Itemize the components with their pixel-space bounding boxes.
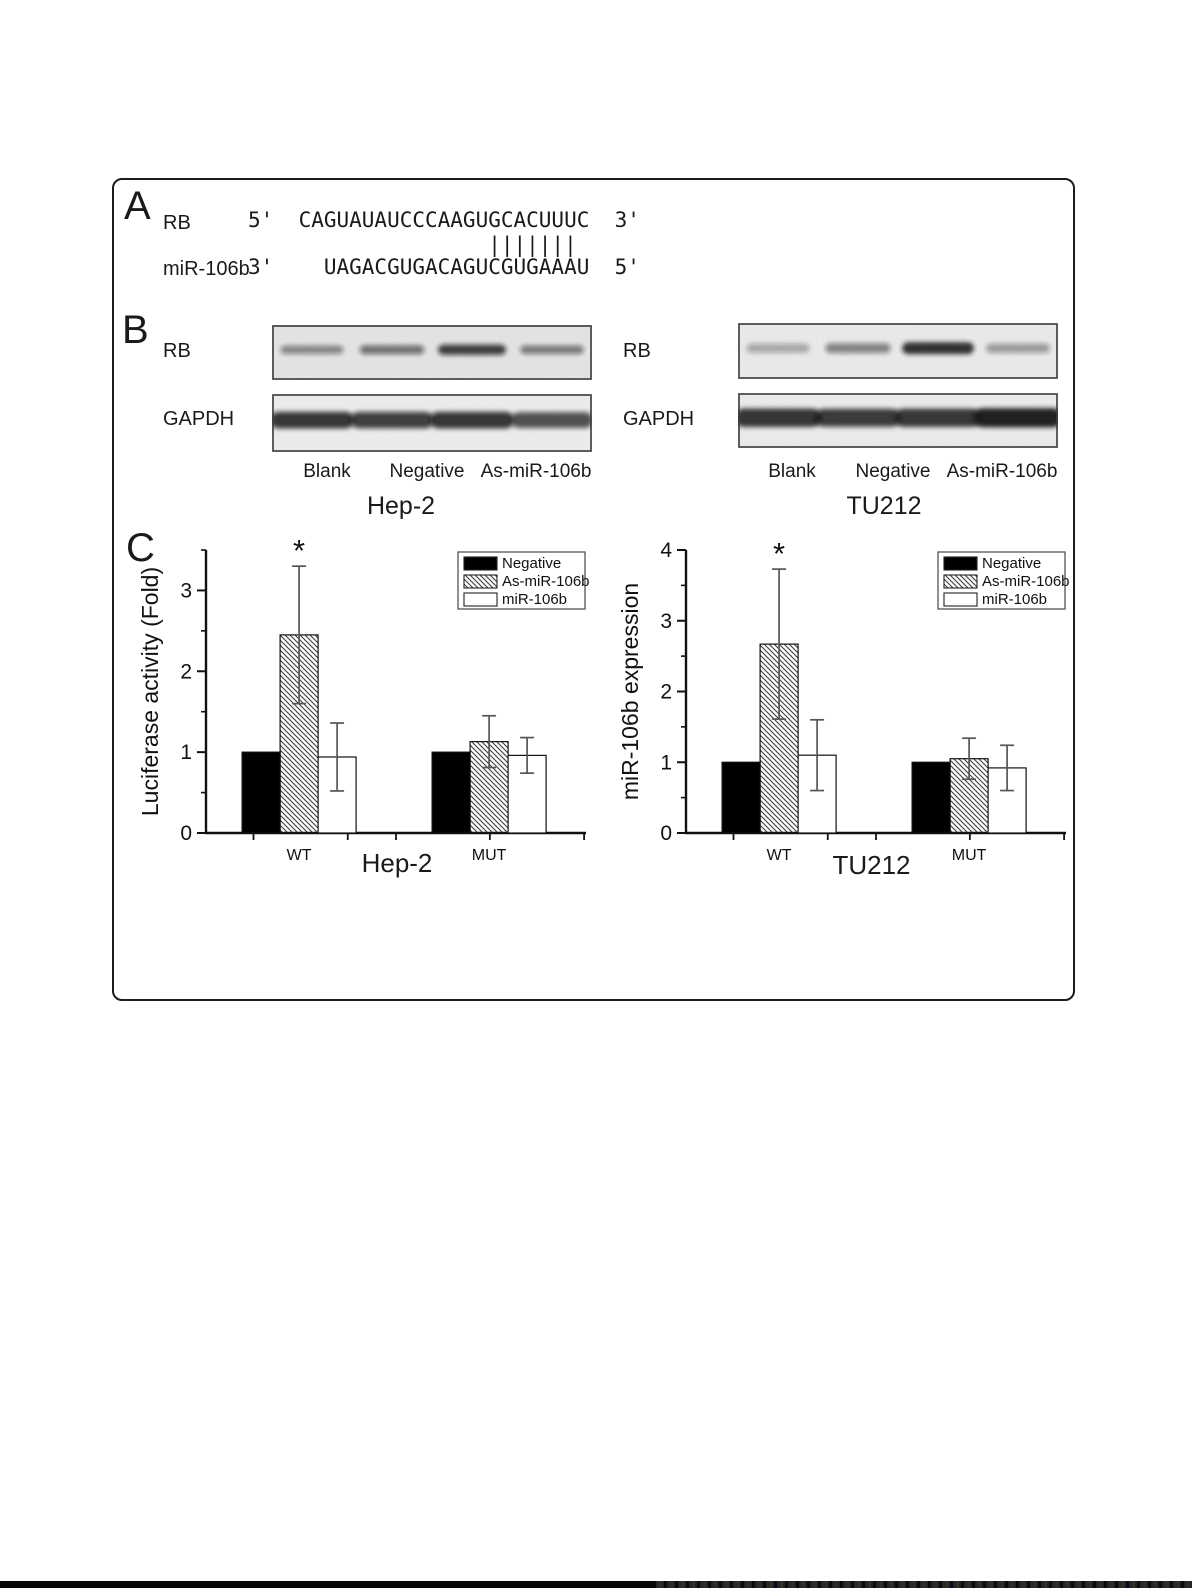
svg-text:MUT: MUT xyxy=(951,847,987,864)
svg-text:Luciferase activity (Fold): Luciferase activity (Fold) xyxy=(137,566,163,817)
western-blot-gapdh-tu212 xyxy=(738,393,1058,448)
svg-text:2: 2 xyxy=(180,660,192,684)
western-blot-gapdh-hep2 xyxy=(272,394,592,452)
blot-row-label-gapdh: GAPDH xyxy=(163,408,235,430)
base-pairing-bars: ||||||| xyxy=(248,233,577,257)
mirna-sequence: 3' UAGACGUGACAGUCGUGAAAU 5' xyxy=(248,255,640,279)
svg-text:*: * xyxy=(773,536,786,572)
svg-text:MUT: MUT xyxy=(471,847,507,864)
svg-text:miR-106b: miR-106b xyxy=(502,591,568,608)
svg-text:WT: WT xyxy=(286,847,312,864)
blot-row-label-rb-2: RB xyxy=(623,340,651,362)
cell-line-title-hep2: Hep-2 xyxy=(366,492,436,520)
scan-noise-strip xyxy=(656,1581,1192,1588)
svg-text:miR-106b expression: miR-106b expression xyxy=(617,582,643,801)
target-sequence: 5' CAGUAUAUCCCAAGUGCACUUUC 3' xyxy=(248,208,640,232)
lane-label-blank-2: Blank xyxy=(768,461,816,482)
panel-a-letter: A xyxy=(124,184,151,228)
lane-label-as-mir106b-2: As-miR-106b xyxy=(946,461,1058,482)
cell-line-title-tu212: TU212 xyxy=(846,492,922,520)
svg-text:As-miR-106b: As-miR-106b xyxy=(502,573,590,590)
lane-label-negative-2: Negative xyxy=(855,461,931,482)
svg-text:3: 3 xyxy=(180,579,192,603)
svg-text:3: 3 xyxy=(660,609,672,633)
western-blot-rb-tu212 xyxy=(738,323,1058,379)
svg-text:WT: WT xyxy=(766,847,792,864)
svg-text:2: 2 xyxy=(660,680,672,704)
svg-text:miR-106b: miR-106b xyxy=(982,591,1048,608)
blot-row-label-gapdh-2: GAPDH xyxy=(623,408,695,430)
svg-text:1: 1 xyxy=(180,741,192,765)
western-blot-rb-hep2 xyxy=(272,325,592,380)
bar-chart-tu212 xyxy=(608,528,1088,878)
mirna-label: miR-106b xyxy=(163,258,250,280)
svg-text:Negative: Negative xyxy=(982,555,1042,572)
chart-title-tu212: TU212 xyxy=(832,850,911,880)
svg-text:As-miR-106b: As-miR-106b xyxy=(982,573,1070,590)
svg-text:0: 0 xyxy=(180,822,192,845)
bar-chart-hep2 xyxy=(128,528,608,878)
bottom-scan-artifact-bar xyxy=(0,1581,1192,1588)
panel-c-letter: C xyxy=(126,526,155,570)
svg-text:*: * xyxy=(293,533,306,569)
lane-label-blank: Blank xyxy=(303,461,351,482)
svg-text:0: 0 xyxy=(660,822,672,845)
chart-title-hep2: Hep-2 xyxy=(361,848,433,878)
svg-text:Negative: Negative xyxy=(502,555,562,572)
blot-row-label-rb: RB xyxy=(163,340,191,362)
target-gene-label: RB xyxy=(163,212,191,234)
lane-label-as-mir106b: As-miR-106b xyxy=(480,461,592,482)
panel-b-letter: B xyxy=(122,308,149,352)
svg-text:1: 1 xyxy=(660,751,672,775)
svg-text:4: 4 xyxy=(660,539,672,562)
lane-label-negative: Negative xyxy=(389,461,465,482)
